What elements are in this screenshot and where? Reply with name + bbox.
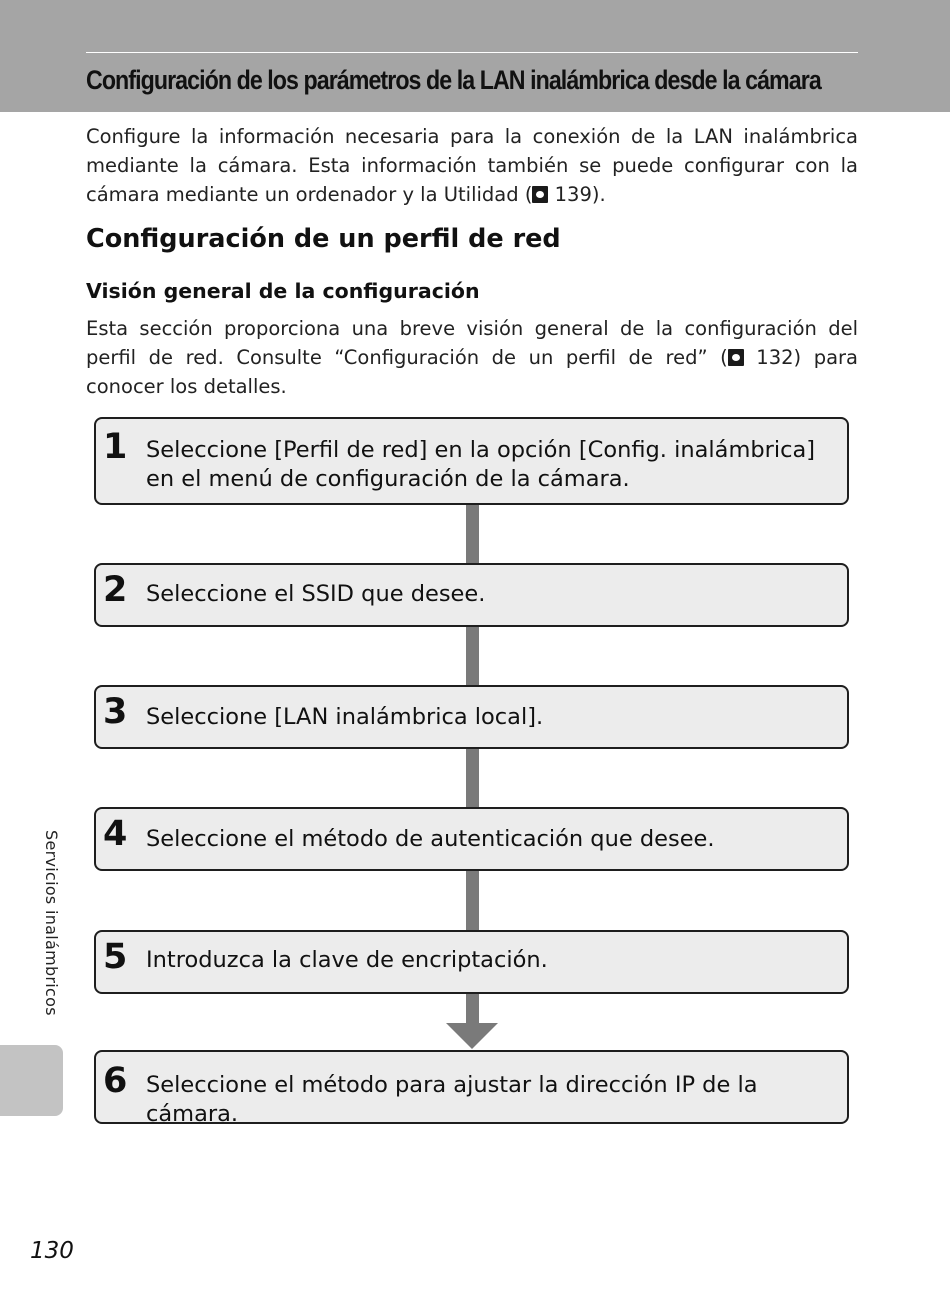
step-number: 5 (103, 937, 128, 977)
step-box-4 (94, 807, 849, 871)
page-number: 130 (30, 1238, 74, 1264)
step-number: 2 (103, 570, 128, 610)
step-text: Seleccione el método de autenticación que desee. (146, 826, 715, 852)
step-number: 3 (103, 692, 128, 732)
step-text: Introduzca la clave de encriptación. (146, 947, 548, 973)
step-box-1 (94, 417, 849, 505)
step-number: 1 (103, 427, 128, 467)
step-text: Seleccione [Perfil de red] en la opción [Config. inalámbrica] en el menú de configuración de la cámara. (146, 437, 816, 492)
flow-connector (466, 503, 479, 565)
intro-text: Configure la información necesaria para la conexión de la LAN inalámbrica mediante la cámara. Esta información también se puede configurar con la cámara mediante un ordenador y la Utilidad ( (86, 125, 858, 206)
flow-connector (466, 625, 479, 687)
flow-arrowhead (446, 1023, 498, 1049)
step-box-3 (94, 685, 849, 749)
intro-ref-page: 139). (548, 183, 606, 206)
flow-connector (466, 747, 479, 809)
step-text: Seleccione [LAN inalámbrica local]. (146, 704, 544, 730)
reference-page-icon (728, 349, 744, 366)
overview-paragraph (86, 314, 858, 401)
page-title: Configuración de los parámetros de la LAN inalámbrica desde la cámara (86, 65, 821, 95)
header-rule (86, 52, 858, 53)
side-tab (0, 1045, 63, 1116)
overview-ref-tail: 132) para conocer los detalles. (86, 346, 858, 398)
step-number: 4 (103, 814, 128, 854)
section-subheading: Visión general de la configuración (86, 279, 480, 303)
section-heading: Configuración de un perfil de red (86, 224, 561, 254)
flow-connector (466, 992, 479, 1024)
flow-connector (466, 869, 479, 932)
step-box-2 (94, 563, 849, 627)
side-tab-label: Servicios inalámbricos (42, 830, 61, 1016)
step-box-5 (94, 930, 849, 994)
overview-text: Esta sección proporciona una breve visión general de la configuración del perfil de red. Consulte “Configuración de un perfil de red” ( (86, 317, 858, 369)
step-number: 6 (103, 1061, 128, 1101)
step-box-6 (94, 1050, 849, 1127)
step-text: Seleccione el método para ajustar la dirección IP de la cámara. (146, 1072, 758, 1127)
intro-paragraph (86, 122, 858, 209)
reference-page-icon (532, 186, 548, 203)
header-band (0, 0, 950, 112)
step-text: Seleccione el SSID que desee. (146, 581, 486, 607)
